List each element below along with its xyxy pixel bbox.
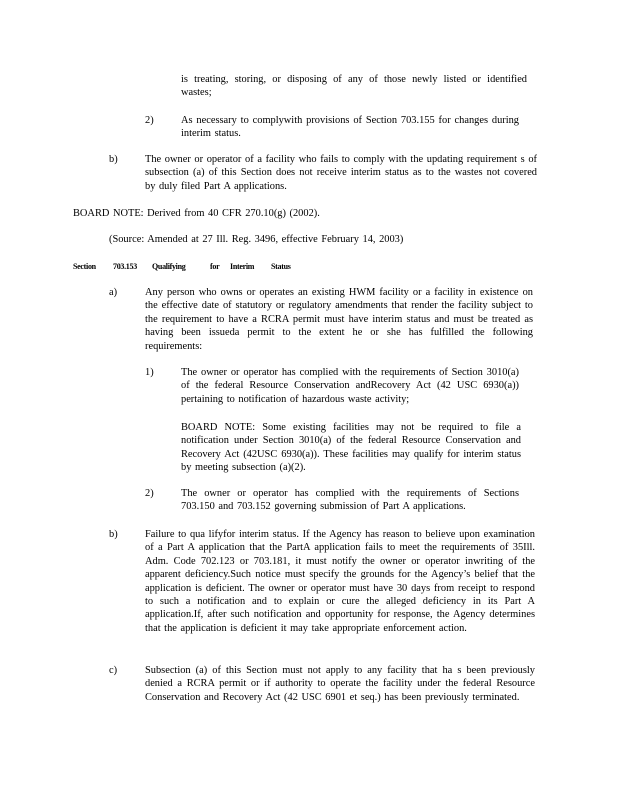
board-note: BOARD NOTE: Derived from 40 CFR 270.10(g) (2002). <box>73 208 320 219</box>
section-title-word-1: Qualifying <box>152 262 186 271</box>
section-word: Section <box>73 262 96 271</box>
subsection-a2-text: The owner or operator has complied with the requirements of Sections 703.150 and 703.152 governing submission of Part A applications. <box>181 488 519 513</box>
subsection-a2-label: 2) <box>145 488 154 499</box>
section-number: 703.153 <box>113 262 137 271</box>
subsection-a1-label: 1) <box>145 367 154 378</box>
subsection-c-text: Subsection (a) of this Section must not apply to any facility that ha s been previously denied a RCRA permit or if authority to operate the facility under the federal Resource Conservation and Recovery Act (42 USC 6901 et seq.) has been previously terminated. <box>145 665 535 703</box>
item-2-text: As necessary to complywith provisions of Section 703.155 for changes during interim status. <box>181 115 519 140</box>
source-note: (Source: Amended at 27 Ill. Reg. 3496, effective February 14, 2003) <box>109 234 404 245</box>
item-2-label: 2) <box>145 115 154 126</box>
subsection-a-text: Any person who owns or operates an existing HWM facility or a facility in existence on the effective date of statutory or regulatory amendments that render the facility subject to the requirement to have a RCRA permit must have interim status and must be treated as having been issueda permit to the extent he or she has fulfilled the following requirements: <box>145 287 533 352</box>
subsection-b-label: b) <box>109 529 118 540</box>
subsection-b-text: Failure to qua lifyfor interim status. If the Agency has reason to believe upon examination of a Part A application that the PartA application fails to meet the requirements of 35Ill. Adm. Code 702.123 or 703.181, it must notify the owner or operator inwriting of the apparent deficiency.Such notice must specify the grounds for the Agency’s belief that the application is deficient. The owner or operator must have 30 days from receipt to respond to such a notification and to explain or cure the alleged deficiency in its Part A application.If, after such notification and opportunity for response, the Agency determines that the application is deficient it may take appropriate enforcement action. <box>145 529 535 634</box>
section-title-word-3: Interim <box>230 262 255 271</box>
subsection-a1-text: The owner or operator has complied with the requirements of Section 3010(a) of the federal Resource Conservation andRecovery Act (42 USC 6930(a)) pertaining to notification of hazardous waste activity; <box>181 367 519 405</box>
item-b-text: The owner or operator of a facility who fails to comply with the updating requirement s of subsection (a) of this Section does not receive interim status as to the wastes not covered by duly filed Part A applications. <box>145 154 537 192</box>
subsection-c-label: c) <box>109 665 118 676</box>
subsection-a1-board-note: BOARD NOTE: Some existing facilities may not be required to file a notification under Section 3010(a) of the federal Resource Conservation and Recovery Act (42USC 6930(a)). These facilities may qualify for interim status by meeting subsection (a)(2). <box>181 422 521 474</box>
section-title-word-4: Status <box>271 262 291 271</box>
continuation-text: is treating, storing, or disposing of any of those newly listed or identified wastes; <box>181 74 527 99</box>
subsection-a-label: a) <box>109 287 118 298</box>
item-b-label: b) <box>109 154 118 165</box>
section-title-word-2: for <box>210 262 220 271</box>
